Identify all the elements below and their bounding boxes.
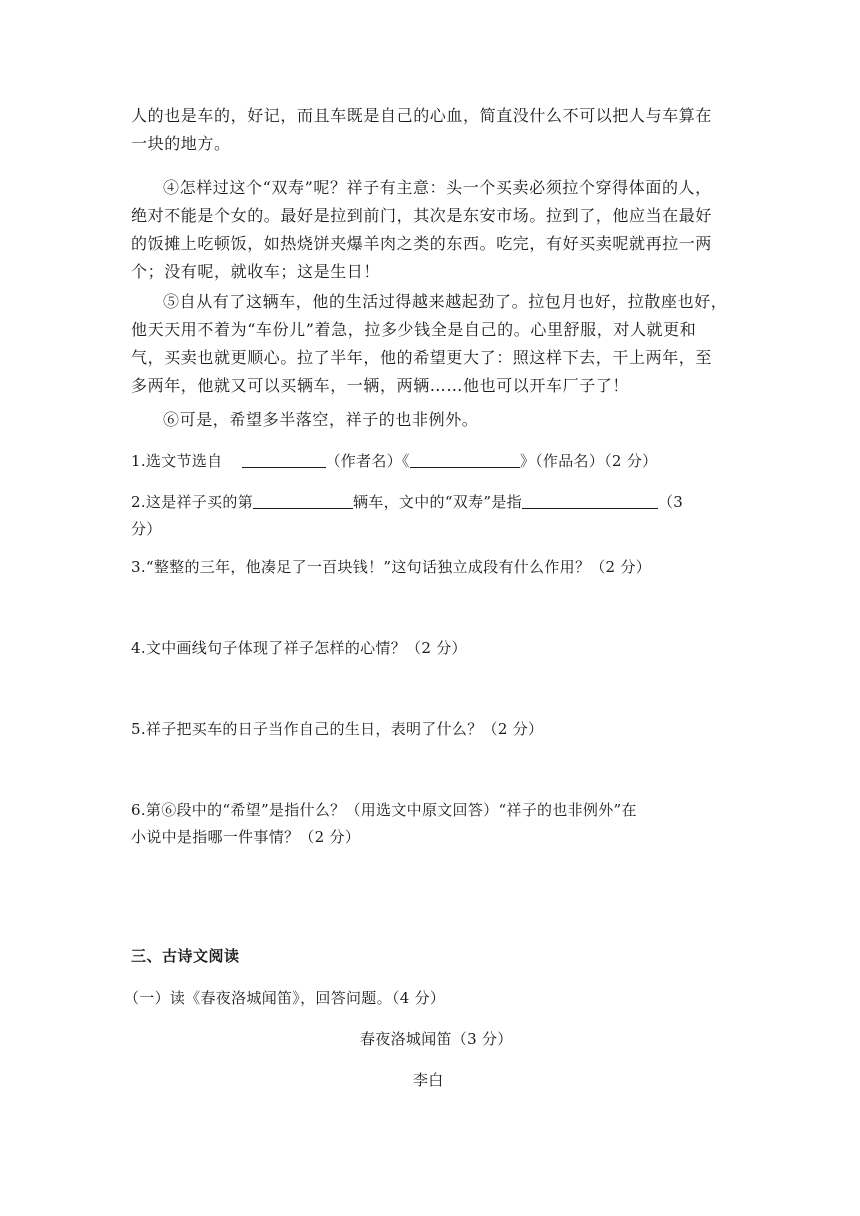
question-3: 3.“整整的三年，他凑足了一百块钱！”这句话独立成段有什么作用？（2 分）	[131, 558, 652, 576]
answer-blank-author[interactable]	[242, 451, 326, 468]
question-1-author-hint: （作者名）《	[325, 452, 410, 470]
passage-line: 一块的地方。	[131, 134, 231, 153]
passage-line: 绝对不能是个女的。最好是拉到前门，其次是东安市场。拉到了，他应当在最好	[131, 206, 713, 225]
question-2-suffix: （3	[657, 493, 684, 511]
question-2	[131, 492, 683, 512]
question-6-line-1: 6.第⑥段中的“希望”是指什么？（用选文中原文回答）“祥子的也非例外”在	[131, 801, 637, 819]
answer-blank-shuangshou[interactable]	[522, 492, 658, 509]
question-4: 4.文中画线句子体现了祥子怎样的心情？（2 分）	[131, 639, 467, 657]
question-5: 5.祥子把买车的日子当作自己的生日，表明了什么？（2 分）	[131, 720, 544, 738]
passage-line: 个；没有呢，就收车；这是生日！	[131, 262, 381, 281]
passage-line: ⑥可是，希望多半落空，祥子的也非例外。	[163, 410, 479, 429]
section-heading: 三、古诗文阅读	[131, 947, 240, 965]
question-1-work-hint: 》（作品名）（2 分）	[519, 452, 658, 470]
section-subheading: （一）读《春夜洛城闻笛》，回答问题。（4 分）	[124, 989, 446, 1007]
poem-title: 春夜洛城闻笛（3 分）	[360, 1030, 513, 1048]
passage-line: 的饭摊上吃顿饭，如热烧饼夹爆羊肉之类的东西。吃完，有好买卖呢就再拉一两	[131, 234, 713, 253]
question-1-prefix: 1.选文节选自	[131, 452, 223, 470]
passage-line: 人的也是车的，好记，而且车既是自己的心血，简直没什么不可以把人与车算在	[131, 106, 713, 125]
poem-author: 李白	[413, 1071, 444, 1089]
question-6-line-2: 小说中是指哪一件事情？（2 分）	[131, 828, 361, 846]
passage-line: ④怎样过这个“双寿”呢？祥子有主意：头一个买卖必须拉个穿得体面的人，	[163, 178, 712, 197]
passage-line: 多两年，他就又可以买辆车，一辆，两辆……他也可以开车厂子了！	[131, 376, 630, 395]
question-1	[131, 451, 657, 471]
question-2-prefix: 2.这是祥子买的第	[131, 493, 254, 511]
question-2-wrap: 分）	[131, 520, 162, 538]
passage-line: ⑤自从有了这辆车，他的生活过得越来越起劲了。拉包月也好，拉散座也好，	[163, 292, 728, 311]
question-2-middle: 辆车，文中的“双寿”是指	[353, 493, 522, 511]
answer-blank-work[interactable]	[410, 451, 520, 468]
answer-blank-car-number[interactable]	[253, 492, 353, 509]
passage-line: 气，买卖也就更顺心。拉了半年，他的希望更大了：照这样下去，干上两年，至	[131, 348, 713, 367]
passage-line: 他天天用不着为“车份儿”着急，拉多少钱全是自己的。心里舒服，对人就更和	[131, 320, 697, 339]
